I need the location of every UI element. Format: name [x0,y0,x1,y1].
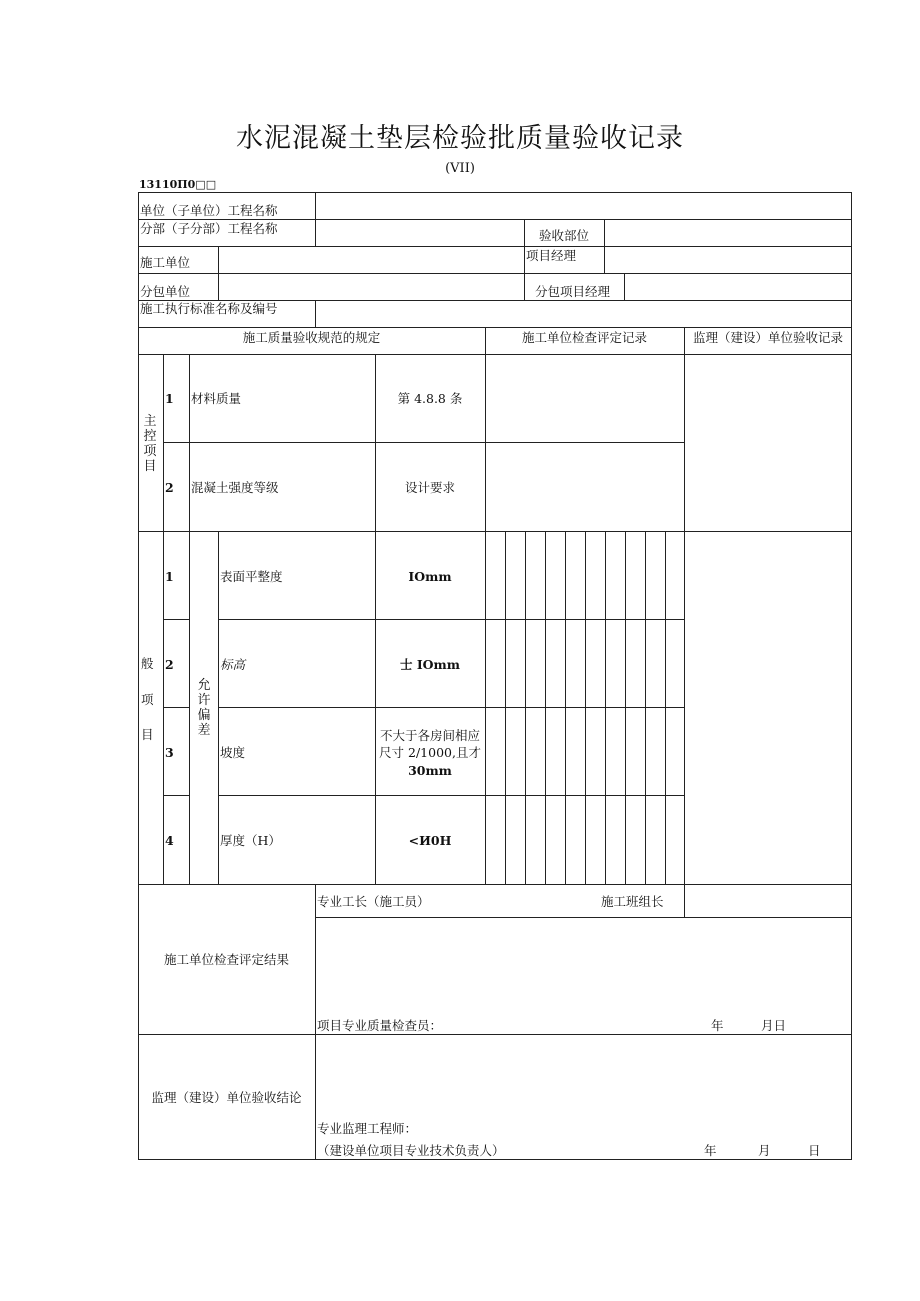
owner-representative-label: （建设单位项目专业技术负责人） [317,1143,505,1158]
general-item-3-spec-line2: 尺寸 2/1000,且才 [379,745,481,760]
main-item-1-name: 材料质量 [191,391,242,406]
general-item-4-name: 厚度（H） [220,833,281,848]
general-item-3-no: 3 [165,745,174,760]
acceptance-part-label: 验收部位 [539,228,590,243]
general-item-2-spec: 士 IOmm [399,657,461,672]
subcontract-unit-label: 分包单位 [140,284,191,299]
main-control-label: 主控项目 [143,414,157,474]
general-item-3-spec-line1: 不大于各房间相应 [379,728,480,743]
general-item-4-spec: <И0H [408,833,452,848]
general-item-2-no: 2 [165,657,174,672]
sub-project-name-label: 分部（子分部）工程名称 [140,221,278,236]
foreman-label: 专业工长（施工员） [317,894,430,909]
supervision-record-header: 监理（建设）单位验收记录 [692,330,843,345]
allowed-deviation-label: 允许偏差 [197,678,211,738]
team-leader-label: 施工班组长 [601,894,664,909]
supervision-engineer-label: 专业监理工程师： [317,1121,418,1136]
inspection-form [138,192,852,1160]
unit-project-name-label: 单位（子单位）工程名称 [140,203,278,218]
quality-inspector-label: 项目专业质量检查员： [317,1018,443,1033]
supervision-day-label: 日 [808,1143,821,1158]
general-item-3-spec-line3: 30mm [408,763,452,778]
main-item-1-no: 1 [165,391,174,406]
main-item-2-name: 混凝土强度等级 [191,480,279,495]
construction-result-label: 施工单位检查评定结果 [163,952,289,967]
document-subtitle: (VII) [445,161,475,176]
document-title: 水泥混凝土垫层检验批质量验收记录 [236,123,684,154]
supervision-result-label: 监理（建设）单位验收结论 [151,1090,302,1105]
general-label-2: 项 [141,692,154,707]
general-item-1-no: 1 [165,569,174,584]
general-label-1: 般 [141,656,154,671]
general-item-1-name: 表面平整度 [220,569,283,584]
project-manager-label: 项目经理 [526,248,577,263]
general-item-1-spec: IOmm [408,569,452,584]
spec-column-header: 施工质量验收规范的规定 [242,330,381,345]
construction-record-header: 施工单位检查评定记录 [521,330,647,345]
main-item-2-spec: 设计要求 [404,480,455,495]
subcontract-manager-label: 分包项目经理 [535,284,611,299]
construction-month-day-label: 月日 [761,1018,787,1033]
general-item-3-name: 坡度 [220,745,246,760]
supervision-month-label: 月 [758,1143,771,1158]
general-label-3: 目 [141,727,154,742]
form-code: 13110П0□□ [139,178,217,191]
main-item-2-no: 2 [165,480,174,495]
supervision-year-label: 年 [704,1143,717,1158]
general-item-4-no: 4 [165,833,174,848]
main-item-1-spec: 第 4.8.8 条 [397,391,463,406]
standard-name-label: 施工执行标准名称及编号 [140,301,278,316]
construction-year-label: 年 [711,1018,724,1033]
construction-unit-label: 施工单位 [140,255,191,270]
general-item-2-name: 标高 [220,657,246,672]
